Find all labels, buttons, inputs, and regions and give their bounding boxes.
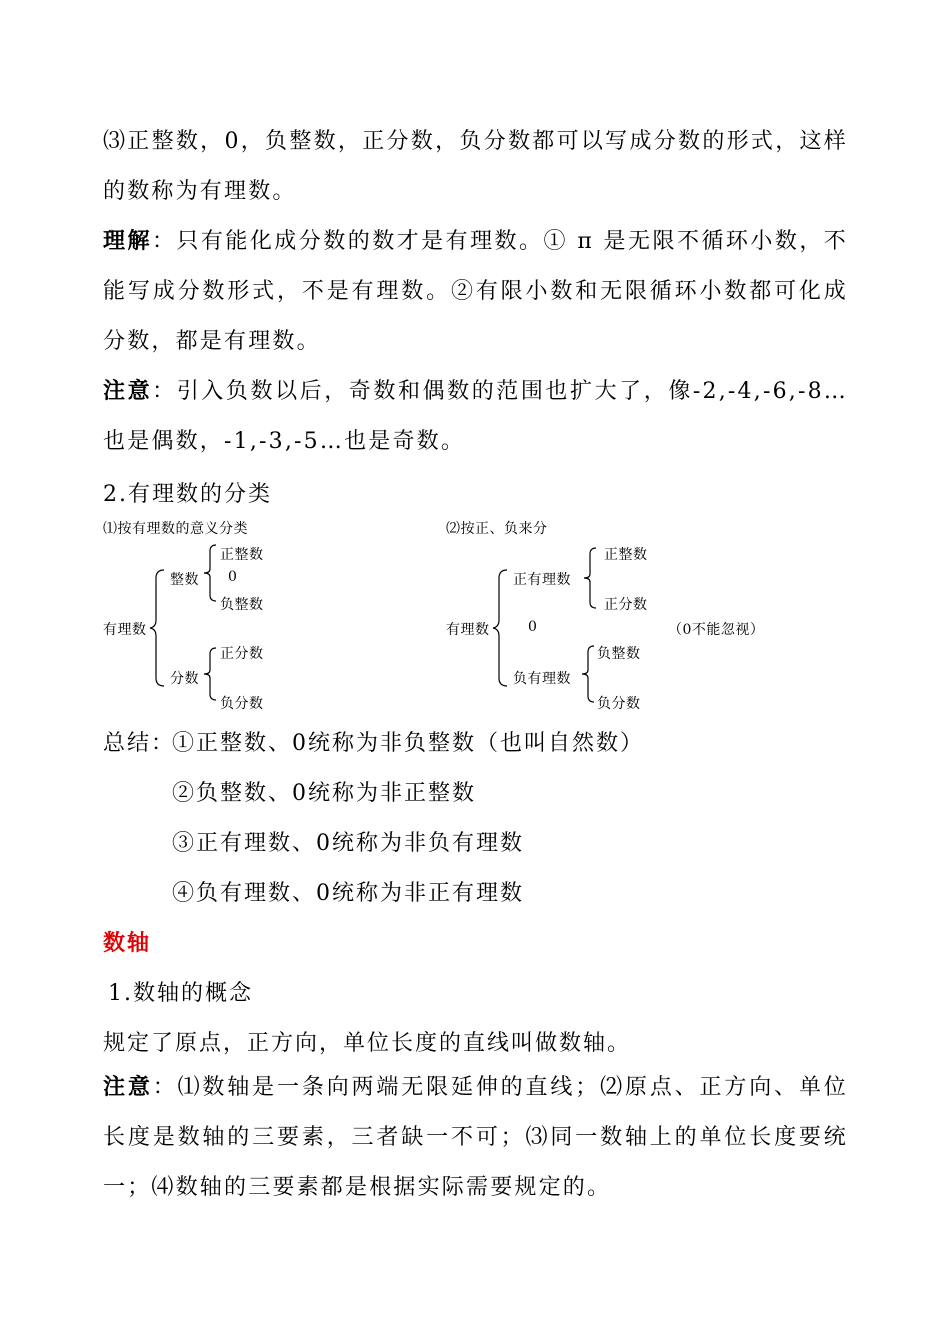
class2-neg-rational: 负有理数 bbox=[513, 671, 571, 687]
paragraph-number-line-note bbox=[103, 1063, 848, 1213]
summary-item-4: ④负有理数、0统称为非正有理数 bbox=[172, 881, 524, 906]
number-line-heading: 数轴 bbox=[103, 931, 152, 956]
section-classification-title: 2.有理数的分类 bbox=[103, 482, 272, 507]
number-line-definition: 规定了原点，正方向，单位长度的直线叫做数轴。 bbox=[103, 1031, 632, 1056]
summary-item-1: ①正整数、0统称为非负整数（也叫自然数） bbox=[172, 731, 644, 756]
summary-item-2: ②负整数、0统称为非正整数 bbox=[172, 781, 476, 806]
class1-root-brace bbox=[150, 570, 170, 686]
class2-neg-brace bbox=[582, 646, 598, 702]
number-line-note-label: 注意 bbox=[103, 1075, 153, 1100]
class2-pos-rational: 正有理数 bbox=[513, 572, 571, 588]
understanding-label: 理解 bbox=[103, 229, 152, 254]
class1-pos-int: 正整数 bbox=[220, 547, 264, 563]
class2-root-brace bbox=[493, 570, 513, 686]
class1-title: ⑴按有理数的意义分类 bbox=[103, 521, 248, 537]
paragraph-understanding bbox=[103, 217, 848, 367]
note-text: ：引入负数以后，奇数和偶数的范围也扩大了，像-2,-4,-6,-8…也是偶数，-1,-3,-5…也是奇数。 bbox=[103, 379, 848, 454]
class2-zero-note: （0不能忽视） bbox=[668, 622, 765, 638]
class2-zero: 0 bbox=[528, 619, 538, 635]
class2-pos-brace bbox=[584, 548, 600, 608]
class2-pos-int: 正整数 bbox=[604, 547, 648, 563]
paragraph-rational-definition: ⑶正整数，0，负整数，正分数，负分数都可以写成分数的形式，这样的数称为有理数。 bbox=[103, 129, 848, 204]
class2-root: 有理数 bbox=[446, 622, 490, 638]
note-label: 注意 bbox=[103, 379, 153, 404]
paragraph-note-parity bbox=[103, 367, 848, 467]
class1-pos-frac: 正分数 bbox=[220, 646, 264, 662]
class1-fraction-brace bbox=[204, 648, 220, 700]
class2-neg-frac: 负分数 bbox=[597, 696, 641, 712]
class1-neg-frac: 负分数 bbox=[220, 696, 264, 712]
summary-item-3: ③正有理数、0统称为非负有理数 bbox=[172, 831, 524, 856]
class1-fraction: 分数 bbox=[170, 671, 199, 687]
number-line-subheading: 1.数轴的概念 bbox=[108, 981, 253, 1006]
class2-pos-frac: 正分数 bbox=[604, 597, 648, 613]
class1-neg-int: 负整数 bbox=[220, 597, 264, 613]
class1-integer: 整数 bbox=[170, 572, 199, 588]
understanding-text: ：只有能化成分数的数才是有理数。① π 是无限不循环小数，不能写成分数形式，不是有理数。②有限小数和无限循环小数都可化成分数，都是有理数。 bbox=[103, 229, 848, 354]
class2-title: ⑵按正、负来分 bbox=[446, 521, 548, 537]
class2-neg-int: 负整数 bbox=[597, 646, 641, 662]
class1-root: 有理数 bbox=[103, 622, 147, 638]
class1-zero: 0 bbox=[228, 569, 238, 585]
number-line-note-text: ：⑴数轴是一条向两端无限延伸的直线；⑵原点、正方向、单位长度是数轴的三要素，三者缺一不可；⑶同一数轴上的单位长度要统一；⑷数轴的三要素都是根据实际需要规定的。 bbox=[103, 1075, 848, 1200]
class1-integer-brace bbox=[204, 545, 220, 601]
summary-label: 总结： bbox=[103, 731, 176, 756]
